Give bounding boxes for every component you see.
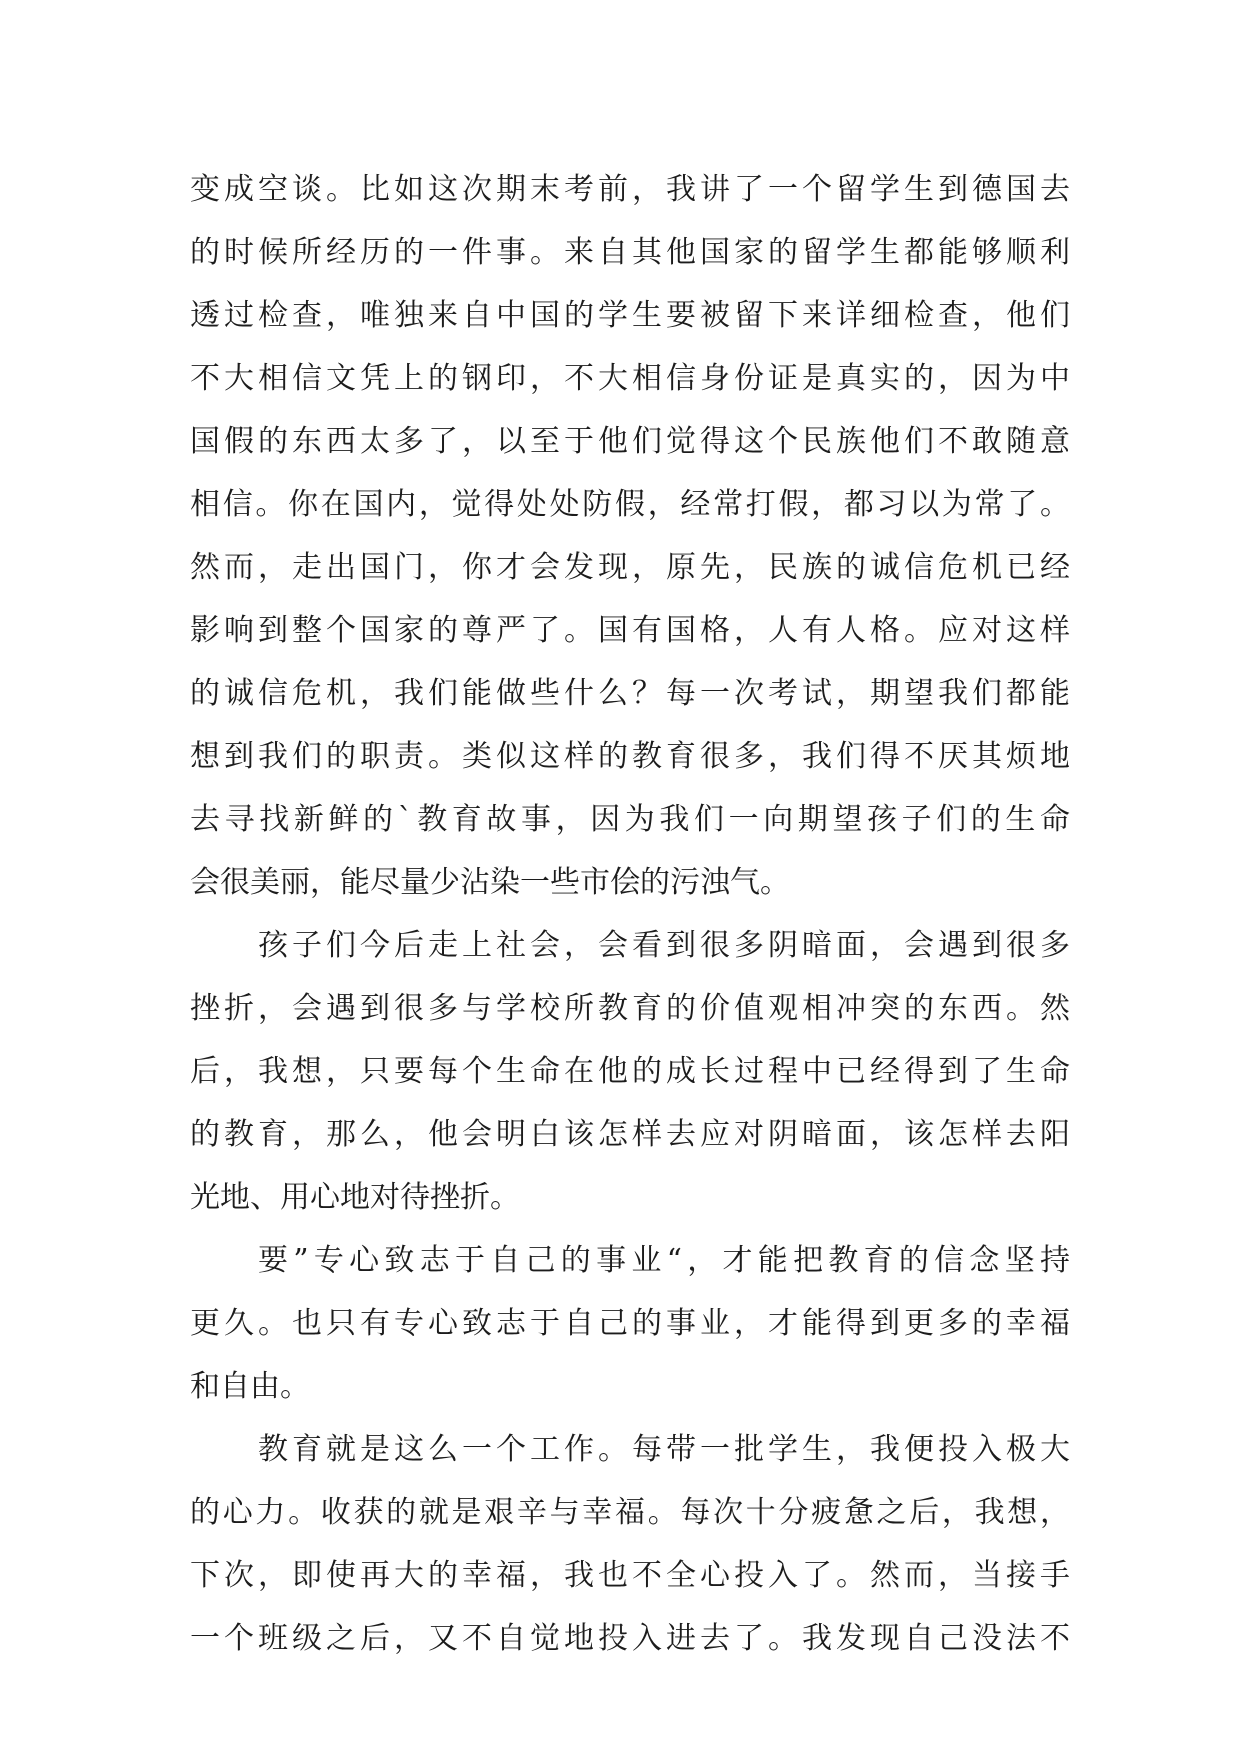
text-line: 去寻找新鲜的`教育故事，因为我们一向期望孩子们的生命 [190,802,1070,837]
text-line: 透过检查，唯独来自中国的学生要被留下来详细检查，他们 [190,298,1070,333]
text-line: 的心力。收获的就是艰辛与幸福。每次十分疲惫之后，我想， [190,1495,1070,1530]
paragraph-first-line: 孩子们今后走上社会，会看到很多阴暗面，会遇到很多 [258,928,1070,963]
text-line: 和自由。 [190,1369,310,1404]
text-line: 一个班级之后，又不自觉地投入进去了。我发现自己没法不 [190,1621,1070,1656]
text-line: 的教育，那么，他会明白该怎样去应对阴暗面，该怎样去阳 [190,1117,1070,1152]
paragraph-first-line: 要”专心致志于自己的事业“，才能把教育的信念坚持 [258,1243,1070,1278]
text-line: 的诚信危机，我们能做些什么？每一次考试，期望我们都能 [190,676,1070,711]
text-line: 的时候所经历的一件事。来自其他国家的留学生都能够顺利 [190,235,1070,270]
paragraph-first-line: 教育就是这么一个工作。每带一批学生，我便投入极大 [258,1432,1070,1467]
text-line: 影响到整个国家的尊严了。国有国格，人有人格。应对这样 [190,613,1070,648]
text-line: 下次，即使再大的幸福，我也不全心投入了。然而，当接手 [190,1558,1070,1593]
text-line: 更久。也只有专心致志于自己的事业，才能得到更多的幸福 [190,1306,1070,1341]
text-line: 然而，走出国门，你才会发现，原先，民族的诚信危机已经 [190,550,1070,585]
text-line: 想到我们的职责。类似这样的教育很多，我们得不厌其烦地 [190,739,1070,774]
text-line: 不大相信文凭上的钢印，不大相信身份证是真实的，因为中 [190,361,1070,396]
body-text [190,158,1070,1670]
text-line: 相信。你在国内，觉得处处防假，经常打假，都习以为常了。 [190,487,1070,522]
text-line: 会很美丽，能尽量少沾染一些市侩的污浊气。 [190,865,790,900]
text-line: 后，我想，只要每个生命在他的成长过程中已经得到了生命 [190,1054,1070,1089]
text-line: 光地、用心地对待挫折。 [190,1180,520,1215]
text-line: 变成空谈。比如这次期末考前，我讲了一个留学生到德国去 [190,172,1070,207]
text-line: 国假的东西太多了，以至于他们觉得这个民族他们不敢随意 [190,424,1070,459]
text-line: 挫折，会遇到很多与学校所教育的价值观相冲突的东西。然 [190,991,1070,1026]
